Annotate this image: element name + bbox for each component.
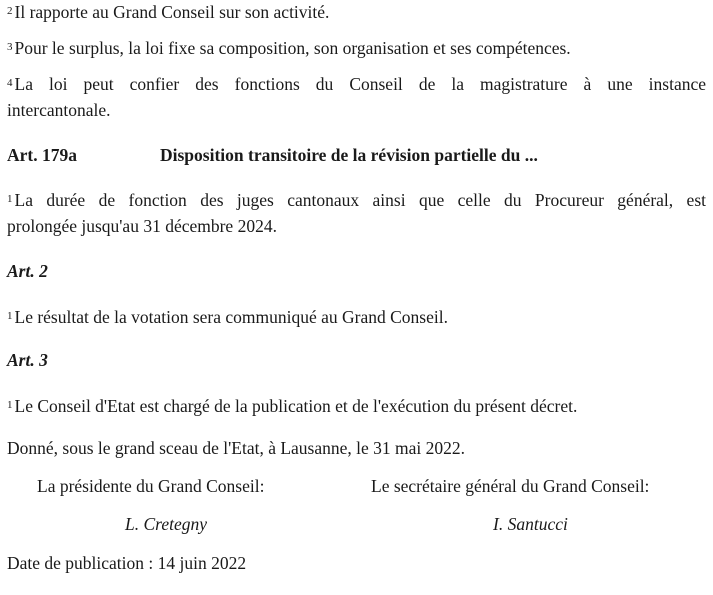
paragraph-text: Il rapporte au Grand Conseil sur son activité. <box>14 2 330 22</box>
article-3-heading <box>7 349 48 371</box>
signature-role-right: Le secrétaire général du Grand Conseil: <box>371 476 650 496</box>
article-3-paragraph <box>7 395 577 417</box>
paragraph-2 <box>7 1 329 23</box>
article-2-heading <box>7 260 48 282</box>
paragraph-4-line-2 <box>7 99 111 121</box>
paragraph-number: 1 <box>7 399 13 411</box>
publication-date: Date de publication : 14 juin 2022 <box>7 553 247 573</box>
article-179a-paragraph-line-1 <box>7 189 706 211</box>
paragraph-text: prolongée jusqu'au 31 décembre 2024. <box>7 216 277 236</box>
paragraph-text: Le résultat de la votation sera communiqué au Grand Conseil. <box>14 307 448 327</box>
article-179a-heading <box>7 144 538 166</box>
paragraph-text: Pour le surplus, la loi fixe sa composition, son organisation et ses compétences. <box>14 38 571 58</box>
paragraph-number: 1 <box>7 310 13 322</box>
article-179a-paragraph-line-2 <box>7 215 277 237</box>
article-number: Art. 2 <box>7 261 48 281</box>
paragraph-number: 4 <box>7 77 13 89</box>
paragraph-text: La durée de fonction des juges cantonaux ainsi que celle du Procureur général, est <box>14 190 706 210</box>
paragraph-number: 3 <box>7 41 13 53</box>
article-title: Disposition transitoire de la révision partielle du ... <box>160 145 538 165</box>
given-statement: Donné, sous le grand sceau de l'Etat, à Lausanne, le 31 mai 2022. <box>7 438 466 458</box>
signature-name-right: I. Santucci <box>493 514 568 534</box>
paragraph-number: 2 <box>7 5 13 17</box>
paragraph-text: La loi peut confier des fonctions du Conseil de la magistrature à une instance <box>14 74 706 94</box>
signature-name-left: L. Cretegny <box>125 514 207 534</box>
signature-role-left: La présidente du Grand Conseil: <box>37 476 265 496</box>
paragraph-text: Le Conseil d'Etat est chargé de la publication et de l'exécution du présent décret. <box>14 396 578 416</box>
article-number: Art. 3 <box>7 350 48 370</box>
paragraph-4-line-1 <box>7 73 706 95</box>
article-number: Art. 179a <box>7 145 77 165</box>
paragraph-3 <box>7 37 571 59</box>
paragraph-text: intercantonale. <box>7 100 111 120</box>
paragraph-number: 1 <box>7 193 13 205</box>
article-2-paragraph <box>7 306 448 328</box>
